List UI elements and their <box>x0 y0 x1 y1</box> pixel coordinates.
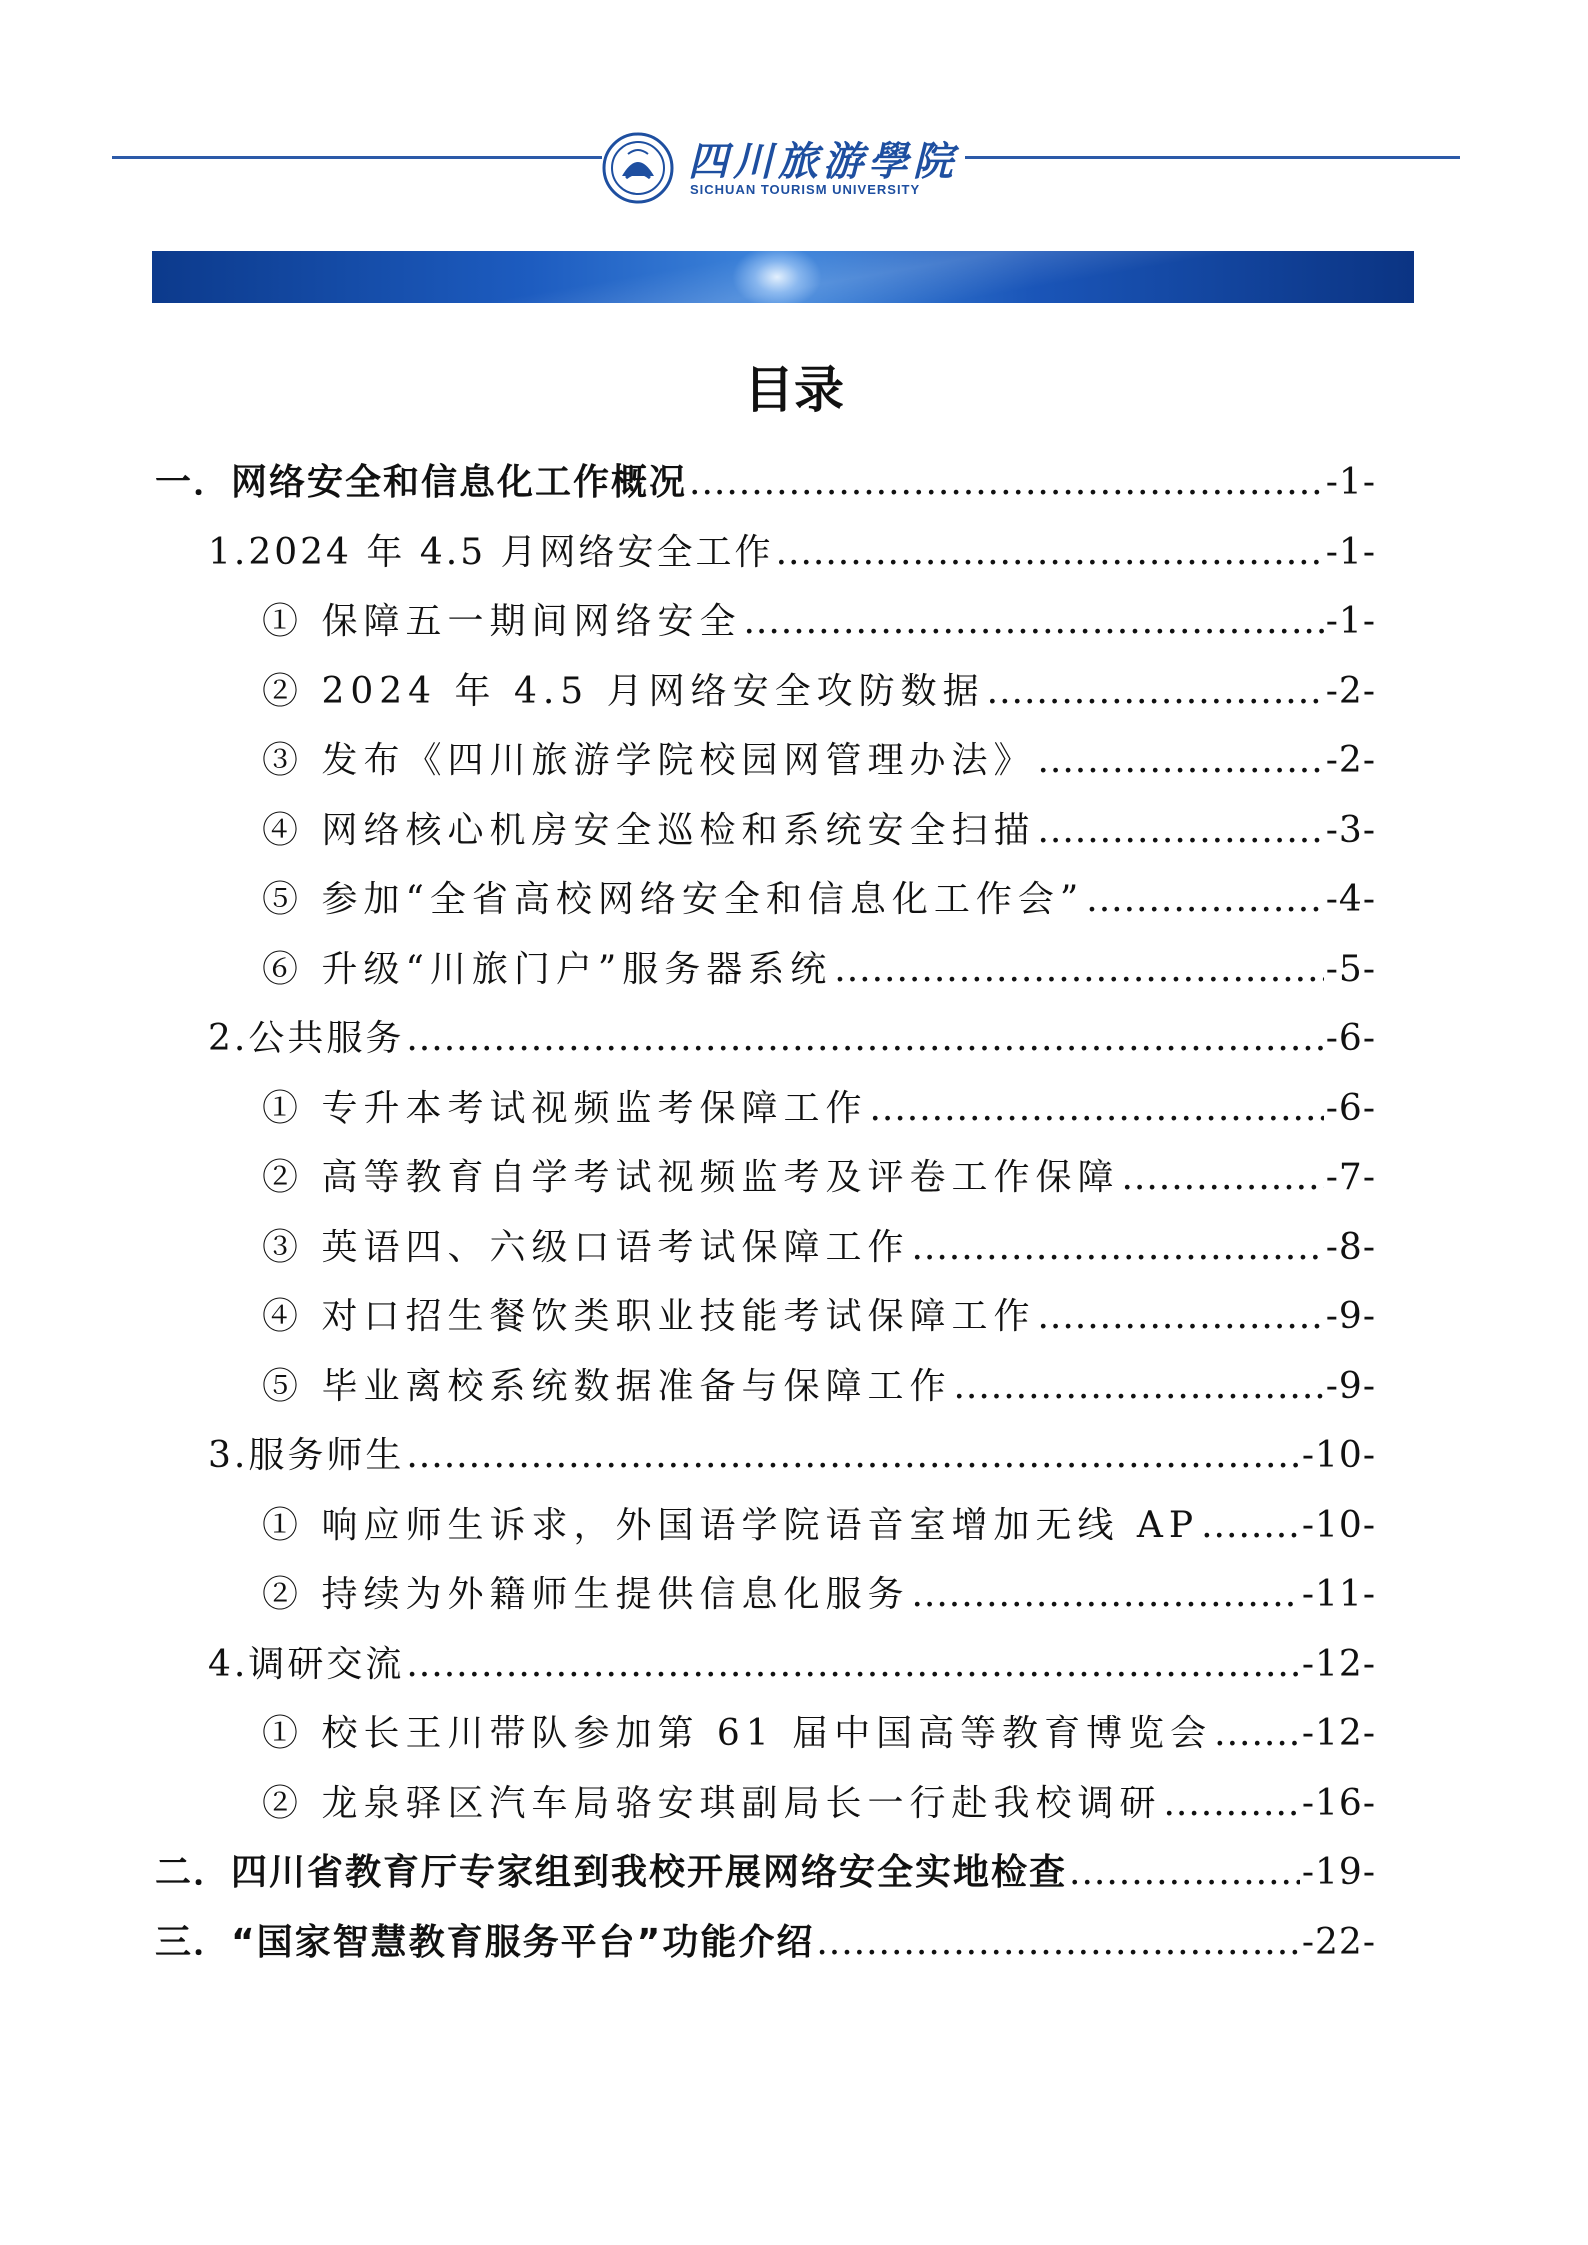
toc-leader-dots <box>1037 726 1323 796</box>
toc-entry[interactable] <box>262 657 1376 727</box>
toc-leader-dots <box>1037 796 1323 866</box>
toc-entry[interactable] <box>262 1769 1376 1839</box>
toc-entry[interactable] <box>208 1421 1376 1491</box>
toc-leader-dots <box>1163 1769 1299 1839</box>
toc-leader-dots <box>406 1004 1323 1074</box>
toc-entry-page: -22- <box>1301 1921 1376 1963</box>
toc-leader-dots <box>406 1630 1300 1700</box>
toc-entry-title: 2.公共服务 <box>208 1018 405 1059</box>
toc-entry-page: -12- <box>1301 1643 1376 1685</box>
toc-entry-page: -11- <box>1301 1574 1376 1615</box>
toc-entry-title: ③ 发布《四川旅游学院校园网管理办法》 <box>262 740 1036 781</box>
toc-entry-title: 三．“国家智慧教育服务平台”功能介绍 <box>155 1921 815 1963</box>
toc-entry[interactable] <box>262 1560 1376 1630</box>
toc-leader-dots <box>1121 1143 1323 1213</box>
toc-entry-title: ④ 对口招生餐饮类职业技能考试保障工作 <box>262 1296 1036 1337</box>
toc-entry-page: -10- <box>1301 1504 1376 1546</box>
toc-entry-page: -6- <box>1325 1018 1376 1059</box>
toc-entry[interactable] <box>262 1213 1376 1283</box>
toc-entry-title: ③ 英语四、六级口语考试保障工作 <box>262 1226 910 1268</box>
toc-entry[interactable] <box>262 1352 1376 1422</box>
toc-entry[interactable] <box>262 796 1376 866</box>
toc-entry-title: ① 专升本考试视频监考保障工作 <box>262 1087 868 1129</box>
toc-entry[interactable] <box>262 726 1376 796</box>
header-banner <box>152 251 1414 303</box>
toc-entry-title: ⑤ 毕业离校系统数据准备与保障工作 <box>262 1365 952 1407</box>
toc-leader-dots <box>1201 1491 1300 1561</box>
toc-entry-page: -19- <box>1301 1852 1376 1893</box>
toc-entry-title: 4.调研交流 <box>208 1643 405 1685</box>
toc-entry-page: -9- <box>1325 1365 1376 1407</box>
toc-entry-title: ② 2024 年 4.5 月网络安全攻防数据 <box>262 670 985 712</box>
header-rule-left <box>112 156 602 159</box>
toc-leader-dots <box>987 657 1324 727</box>
university-logo <box>602 128 962 208</box>
toc-entry-page: -9- <box>1325 1296 1376 1337</box>
toc-entry[interactable] <box>262 935 1376 1005</box>
toc-entry-page: -1- <box>1325 531 1376 573</box>
toc-entry[interactable] <box>262 1491 1376 1561</box>
toc-entry-page: -7- <box>1325 1157 1376 1198</box>
toc-entry[interactable] <box>155 1908 1376 1978</box>
toc-entry-page: -2- <box>1325 670 1376 712</box>
toc-entry[interactable] <box>208 1630 1376 1700</box>
toc-leader-dots <box>1086 865 1324 935</box>
toc-entry-title: ② 龙泉驿区汽车局骆安琪副局长一行赴我校调研 <box>262 1782 1162 1824</box>
toc-entry-title: 1.2024 年 4.5 月网络安全工作 <box>208 531 774 573</box>
toc-leader-dots <box>689 448 1324 518</box>
toc-entry-page: -1- <box>1325 462 1376 503</box>
toc-leader-dots <box>1037 1282 1323 1352</box>
toc-entry-page: -2- <box>1325 740 1376 781</box>
toc-entry-page: -5- <box>1325 948 1376 990</box>
toc-entry-title: ① 校长王川带队参加第 61 届中国高等教育博览会 <box>262 1713 1213 1754</box>
toc-entry-page: -3- <box>1325 809 1376 851</box>
toc-entry-title: 二．四川省教育厅专家组到我校开展网络安全实地检查 <box>155 1852 1068 1893</box>
toc-leader-dots <box>1069 1838 1300 1908</box>
toc-leader-dots <box>406 1421 1300 1491</box>
toc-entry[interactable] <box>262 587 1376 657</box>
toc-entry-page: -6- <box>1325 1087 1376 1129</box>
logo-chinese-name: 四川旅游學院 <box>688 138 958 185</box>
toc-leader-dots <box>743 587 1323 657</box>
toc-entry-title: ② 持续为外籍师生提供信息化服务 <box>262 1574 910 1615</box>
banner-glow <box>732 251 822 303</box>
toc-entry-page: -16- <box>1301 1782 1376 1824</box>
toc-entry[interactable] <box>155 1838 1376 1908</box>
logo-english-name: SICHUAN TOURISM UNIVERSITY <box>690 182 921 197</box>
toc-entry-title: ⑥ 升级“川旅门户”服务器系统 <box>262 948 833 990</box>
toc-leader-dots <box>1214 1699 1300 1769</box>
toc-entry[interactable] <box>262 865 1376 935</box>
toc-entry-title: ② 高等教育自学考试视频监考及评卷工作保障 <box>262 1157 1120 1198</box>
toc-entry-title: ④ 网络核心机房安全巡检和系统安全扫描 <box>262 809 1036 851</box>
toc-entry[interactable] <box>262 1282 1376 1352</box>
toc-entry-title: 3.服务师生 <box>208 1435 405 1476</box>
toc-leader-dots <box>911 1560 1299 1630</box>
toc-entry-title: ① 保障五一期间网络安全 <box>262 601 742 642</box>
toc-entry-title: ① 响应师生诉求，外国语学院语音室增加无线 AP <box>262 1504 1200 1546</box>
toc-entry-page: -10- <box>1301 1435 1376 1476</box>
toc-leader-dots <box>869 1074 1323 1144</box>
toc-entry-page: -12- <box>1301 1713 1376 1754</box>
toc-entry[interactable] <box>155 448 1376 518</box>
toc-leader-dots <box>776 518 1324 588</box>
toc-entry[interactable] <box>208 518 1376 588</box>
header-rule-right <box>965 156 1460 159</box>
toc-entry[interactable] <box>262 1143 1376 1213</box>
toc-leader-dots <box>816 1908 1300 1978</box>
toc-entry-page: -4- <box>1325 879 1376 920</box>
toc-entry-page: -8- <box>1325 1226 1376 1268</box>
toc-leader-dots <box>953 1352 1323 1422</box>
toc-leader-dots <box>834 935 1324 1005</box>
university-emblem-icon <box>602 132 674 204</box>
toc-entry-title: 一．网络安全和信息化工作概况 <box>155 462 688 503</box>
toc-entry-title: ⑤ 参加“全省高校网络安全和信息化工作会” <box>262 879 1085 920</box>
toc-entry[interactable] <box>262 1074 1376 1144</box>
toc-entry-page: -1- <box>1325 601 1376 642</box>
toc-title: 目录 <box>744 361 844 419</box>
toc-leader-dots <box>911 1213 1323 1283</box>
toc-entry[interactable] <box>208 1004 1376 1074</box>
toc-entry[interactable] <box>262 1699 1376 1769</box>
